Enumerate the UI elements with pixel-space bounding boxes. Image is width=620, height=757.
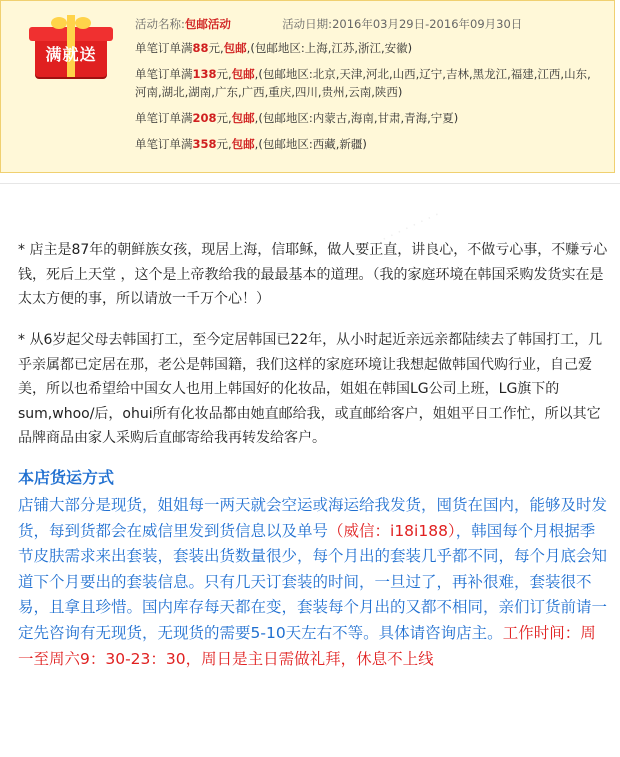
- rule-amount: 358: [192, 137, 217, 151]
- section-divider: [0, 183, 620, 184]
- promo-rule-continued: [135, 83, 402, 101]
- shipping-text: [18, 493, 608, 672]
- promo-date-label: 活动日期:: [282, 17, 333, 31]
- rule-free: 包邮: [231, 137, 255, 151]
- gift-box-icon: [27, 15, 115, 79]
- rule-prefix: 单笔订单满: [135, 111, 193, 125]
- rule-prefix: 单笔订单满: [135, 67, 193, 81]
- gift-bow-right: [75, 17, 91, 29]
- promo-header: [135, 15, 522, 33]
- rule-amount: 138: [192, 67, 217, 81]
- rule-unit: 元,: [208, 41, 224, 55]
- rule-free: 包邮: [231, 111, 255, 125]
- rule-regions-line2: 河南,湖北,湖南,广东,广西,重庆,四川,贵州,云南,陕西): [135, 85, 403, 99]
- intro-paragraph-2: * 从6岁起父母去韩国打工，至今定居韩国已22年，从小时起近亲远亲都陆续去了韩国打工，几乎亲属都已定居在那，老公是韩国籍，我们这样的家庭环境让我想起做韩国代购行业，自己爱美，所以也希望给中国女人也用上韩国好的化妆品，姐姐在韩国LG公司上班，LG旗下的sum,whoo/后，ohui所有化妆品都由她直邮给我，或直邮给客户，姐姐平日工作忙，所以其它品牌商品由家人采购后直邮寄给我再转发给客户。: [18, 332, 603, 446]
- rule-amount: 88: [192, 41, 209, 55]
- rule-free: 包邮: [231, 67, 255, 81]
- wechat-id: （威信：i18i188）: [328, 521, 456, 540]
- badge-text: 满就送: [45, 45, 97, 64]
- rule-regions: ,(包邮地区:西藏,新疆): [254, 137, 367, 151]
- rule-regions: ,(包邮地区:北京,天津,河北,山西,辽宁,吉林,黑龙江,福建,江西,山东,: [254, 67, 591, 81]
- promo-rule: [135, 135, 367, 153]
- promo-rule: [135, 109, 458, 127]
- promo-name-value: 包邮活动: [184, 17, 231, 31]
- rule-unit: 元,: [216, 111, 232, 125]
- intro-paragraph-1: * 店主是87年的朝鲜族女孩，现居上海，信耶稣，做人要正直，讲良心，不做亏心事，不赚亏心钱，死后上天堂 ，这个是上帝教给我的最最基本的道理。（我的家庭环境在韩国采购发货实在是太太方便的事，所以请放一千万个心！）: [18, 242, 608, 307]
- rule-unit: 元,: [216, 137, 232, 151]
- gift-bow-left: [51, 17, 67, 29]
- promo-rule: [135, 39, 412, 57]
- rule-prefix: 单笔订单满: [135, 137, 193, 151]
- shipping-text-b: ，韩国每个月根据季节皮肤需求来出套装，套装出货数量很少，每个月出的套装几乎都不同，每个月底会知道下个月要出的套装信息。只有几天订套装的时间，一旦过了，再补很难，套装很不易，且拿且珍惜。国内库存每天都在变，套装每个月出的又都不相同，亲们订货前请一定先咨询有无现货，无现货的需要5-10天左右不等。具体请咨询店主。: [18, 521, 608, 642]
- rule-free: 包邮: [223, 41, 247, 55]
- promo-date-value: 2016年03月29日-2016年09月30日: [332, 17, 523, 31]
- promo-rule: [135, 65, 591, 83]
- watermark-decoration: · · · · · · · ·: [379, 207, 443, 248]
- shipping-text-a: 店铺大部分是现货，姐姐每一两天就会空运或海运给我发货，囤货在国内，能够及时发货，每到货都会在威信里发到货信息以及单号: [18, 496, 608, 540]
- shipping-title: 本店货运方式: [18, 468, 115, 487]
- rule-regions: ,(包邮地区:上海,江苏,浙江,安徽): [246, 41, 413, 55]
- rule-prefix: 单笔订单满: [135, 41, 193, 55]
- promo-panel: [0, 0, 615, 173]
- promo-name-label: 活动名称:: [135, 17, 185, 31]
- rule-unit: 元,: [216, 67, 232, 81]
- working-hours: 工作时间：周一至周六9：30-23：30，周日是主日需做礼拜，休息不上线: [18, 623, 596, 668]
- rule-regions: ,(包邮地区:内蒙古,海南,甘肃,青海,宁夏): [254, 111, 459, 125]
- rule-amount: 208: [192, 111, 217, 125]
